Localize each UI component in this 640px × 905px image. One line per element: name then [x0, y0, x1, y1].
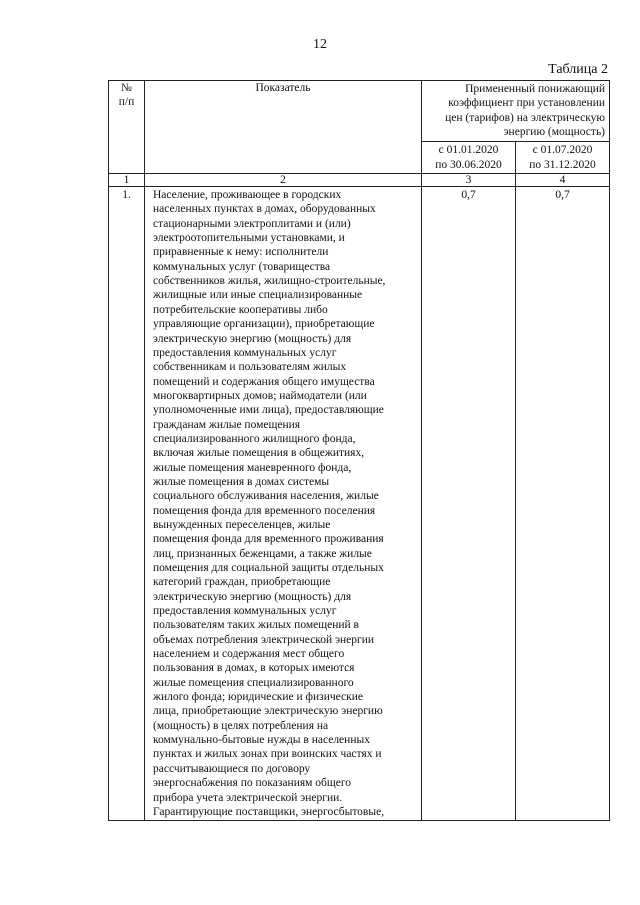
indicator-text-line: населенных пунктах в домах, оборудованных	[153, 203, 376, 216]
period-2-end: по 31.12.2020	[529, 158, 596, 171]
indicator-text-line: социального обслуживания населения, жилые	[153, 490, 379, 503]
indicator-text-line: энергоснабжения по показаниям общего	[153, 777, 352, 790]
column-number-row	[109, 174, 610, 187]
indicator-text-line: электроотопительными установками, и	[153, 232, 345, 245]
header-coefficient-line: энергию (мощность)	[503, 126, 606, 139]
header-col-coefficient	[422, 81, 610, 142]
header-period-1	[422, 142, 516, 174]
row-indicator-text	[145, 187, 422, 821]
indicator-text-line: помещений и содержания общего имущества	[153, 375, 375, 388]
indicator-text-line: предоставления коммунальных услуг	[153, 605, 337, 618]
indicator-text-line: уполномоченные ими лица), предоставляющие	[153, 404, 384, 417]
indicator-text-line: потребительские кооперативы либо	[153, 303, 328, 316]
period-2-start: с 01.07.2020	[532, 144, 593, 157]
indicator-text-line: жилого фонда; юридические и физические	[153, 691, 363, 704]
indicator-text-line: помещения для социальной защиты отдельных	[153, 562, 384, 574]
header-col-no-line: №	[121, 82, 132, 94]
row-number: 1.	[109, 187, 145, 821]
indicator-text-line: электрическую энергию (мощность) для	[153, 590, 352, 603]
indicator-text-line: населением и содержания мест общего	[153, 648, 345, 661]
indicator-text-line: (мощность) в целях потребления на	[153, 719, 329, 732]
indicator-text-line: собственников жилья, жилищно-строительные,	[153, 275, 386, 288]
header-coefficient-line: цен (тарифов) на электрическую	[445, 111, 606, 124]
indicator-text-line: коммунальных услуг (товарищества	[153, 260, 331, 273]
header-col-no	[109, 81, 145, 174]
indicator-text-line: прибора учета электрической энергии.	[153, 791, 343, 804]
indicator-text-line: жилые помещения маневренного фонда,	[153, 461, 352, 474]
indicator-text-line: помещения фонда для временного проживания	[153, 533, 384, 546]
indicator-text-line: жилищные или иные специализированные	[153, 289, 363, 302]
indicator-text-line: приравненные к нему: исполнители	[153, 246, 329, 259]
indicator-text-line: специализированного жилищного фонда,	[153, 432, 356, 445]
column-number: 3	[422, 174, 516, 187]
header-col-indicator: Показатель	[145, 81, 422, 174]
indicator-text-line: предоставления коммунальных услуг	[153, 346, 337, 359]
header-row	[109, 81, 610, 142]
column-number: 4	[516, 174, 610, 187]
indicator-text-line: жилые помещения специализированного	[153, 676, 354, 689]
indicator-text-line: включая жилые помещения в общежитиях,	[153, 447, 365, 460]
indicator-text-line: вынужденных переселенцев, жилые	[153, 518, 331, 531]
row-value-period-2: 0,7	[516, 187, 610, 821]
column-number: 1	[109, 174, 145, 187]
header-coefficient-line: Примененный понижающий	[465, 83, 606, 95]
period-1-end: по 30.06.2020	[435, 158, 502, 171]
indicator-text-line: рассчитывающиеся по договору	[153, 762, 311, 775]
page-number: 12	[313, 37, 327, 52]
indicator-text-line: пользователям таких жилых помещений в	[153, 619, 359, 632]
indicator-text-line: жилые помещения в домах системы	[153, 475, 330, 488]
indicator-text-line: пользования в домах, в которых имеются	[153, 662, 355, 675]
indicator-text-line: лиц, признанных беженцами, а также жилые	[153, 547, 372, 560]
row-value-period-1: 0,7	[422, 187, 516, 821]
indicator-text-line: объемах потребления электрической энергии	[153, 633, 375, 646]
indicator-text-line: собственникам и пользователям жилых	[153, 361, 347, 374]
table-caption: Таблица 2	[548, 62, 608, 77]
header-period-2	[516, 142, 610, 174]
indicator-text-line: категорий граждан, приобретающие	[153, 576, 331, 589]
table-row	[109, 187, 610, 821]
indicator-text-line: электрическую энергию (мощность) для	[153, 332, 352, 345]
header-coefficient-line: коэффициент при установлении	[448, 97, 606, 110]
header-col-no-line: п/п	[118, 96, 135, 109]
indicator-text-line: гражданам жилые помещения	[153, 418, 301, 431]
period-1-start: с 01.01.2020	[438, 144, 499, 157]
indicator-text-line: Гарантирующие поставщики, энергосбытовые,	[153, 805, 385, 818]
indicator-text-line: помещения фонда для временного поселения	[153, 504, 376, 517]
coefficient-table	[108, 80, 610, 821]
indicator-text-line: пунктах и жилых зонах при воинских частях и	[153, 748, 382, 761]
column-number: 2	[145, 174, 422, 187]
indicator-text-line: лица, приобретающие электрическую энергию	[153, 705, 383, 718]
indicator-text-line: Население, проживающее в городских	[153, 189, 342, 202]
indicator-text-line: многоквартирных домов; наймодатели (или	[153, 389, 367, 402]
indicator-text-line: стационарными электроплитами и (или)	[153, 217, 351, 230]
indicator-text-line: коммунально-бытовые нужды в населенных	[153, 734, 370, 747]
indicator-text-line: управляющие организации), приобретающие	[153, 318, 375, 331]
